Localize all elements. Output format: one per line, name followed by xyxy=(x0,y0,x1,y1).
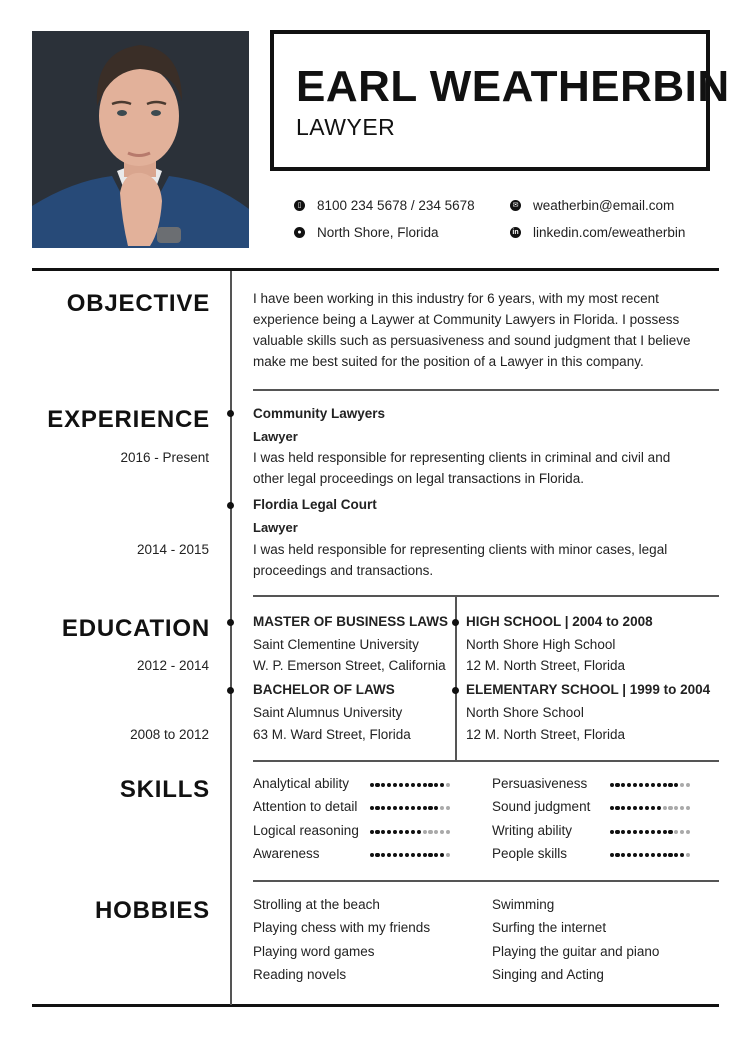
experience-desc: I was held responsible for representing clients in criminal and civil and xyxy=(253,450,671,465)
skill-row xyxy=(253,823,493,843)
top-divider xyxy=(32,268,719,271)
timeline-line xyxy=(230,271,232,1005)
phone-text: 8100 234 5678 / 234 5678 xyxy=(317,198,475,213)
experience-dates: 2014 - 2015 xyxy=(136,542,209,557)
education-degree: MASTER OF BUSINESS LAWS xyxy=(253,614,449,629)
skill-name: Writing ability xyxy=(492,822,573,838)
objective-divider xyxy=(253,389,719,391)
timeline-dot xyxy=(227,619,234,626)
hobby-item: Singing and Acting xyxy=(492,967,604,982)
timeline-dot xyxy=(452,687,459,694)
hobby-item: Swimming xyxy=(492,897,555,912)
hobby-item: Playing the guitar and piano xyxy=(492,944,660,959)
objective-text: I have been working in this industry for 6 years, with my most recent experience being a Laywer at Community Lawyers in Florida. I possess valuable skills such as persuasiveness and sound judgment that I believe make me best suited for the position of a Lawyer in this company. xyxy=(253,291,691,369)
contact-location xyxy=(294,225,439,240)
education-dates: 2012 - 2014 xyxy=(136,658,209,673)
experience-dates: 2016 - Present xyxy=(120,450,209,465)
hobby-item: Surfing the internet xyxy=(492,920,607,935)
skill-rating xyxy=(369,830,451,834)
bottom-divider xyxy=(32,1004,719,1007)
skill-row xyxy=(492,846,732,866)
experience-role: Lawyer xyxy=(253,520,298,535)
skill-name: Logical reasoning xyxy=(253,822,359,838)
experience-divider xyxy=(253,595,719,597)
education-degree: HIGH SCHOOL | 2004 to 2008 xyxy=(466,614,653,629)
hobby-item: Playing chess with my friends xyxy=(253,920,431,935)
education-school: Saint Clementine University xyxy=(253,637,419,652)
education-address: 12 M. North Street, Florida xyxy=(466,658,626,673)
email-link[interactable]: weatherbin@email.com xyxy=(533,198,675,213)
education-school: North Shore School xyxy=(466,705,584,720)
skill-row xyxy=(492,776,732,796)
education-degree: ELEMENTARY SCHOOL | 1999 to 2004 xyxy=(466,682,711,697)
skill-row xyxy=(253,846,493,866)
education-degree: BACHELOR OF LAWS xyxy=(253,682,395,697)
skills-heading: SKILLS xyxy=(119,776,210,803)
hobby-item: Reading novels xyxy=(253,967,347,982)
contact-linkedin[interactable] xyxy=(510,225,685,240)
candidate-name: EARL WEATHERBIN xyxy=(296,62,730,111)
skill-rating xyxy=(609,783,691,787)
skill-name: Persuasiveness xyxy=(492,776,588,791)
education-address: 12 M. North Street, Florida xyxy=(466,727,626,742)
skill-name: People skills xyxy=(492,845,568,861)
experience-role: Lawyer xyxy=(253,429,298,444)
profile-photo xyxy=(32,31,249,248)
timeline-dot xyxy=(227,410,234,417)
skill-rating xyxy=(609,853,691,857)
skill-name: Attention to detail xyxy=(253,799,358,815)
experience-desc: I was held responsible for representing clients with minor cases, legal xyxy=(253,542,668,557)
education-address: 63 M. Ward Street, Florida xyxy=(253,727,411,742)
location-icon: ● xyxy=(294,227,305,238)
contact-phone xyxy=(294,198,475,213)
job-title: LAWYER xyxy=(296,114,396,140)
education-school: Saint Alumnus University xyxy=(253,705,403,720)
experience-company: Community Lawyers xyxy=(253,406,386,421)
experience-desc: other legal proceedings on legal transactions in Florida. xyxy=(253,471,584,486)
objective-heading: OBJECTIVE xyxy=(66,290,210,317)
skill-rating xyxy=(369,783,451,787)
experience-company: Flordia Legal Court xyxy=(253,497,377,512)
timeline-dot xyxy=(227,502,234,509)
skill-name: Awareness xyxy=(253,845,320,861)
timeline-dot xyxy=(452,619,459,626)
experience-heading: EXPERIENCE xyxy=(47,406,210,433)
name-box xyxy=(270,30,730,171)
skill-name: Analytical ability xyxy=(253,776,350,791)
skill-rating xyxy=(609,830,691,834)
education-divider xyxy=(253,760,719,762)
experience-desc: proceedings and transactions. xyxy=(253,563,434,578)
education-address: W. P. Emerson Street, California xyxy=(253,658,446,673)
skill-name: Sound judgment xyxy=(492,799,591,815)
linkedin-link[interactable]: linkedin.com/eweatherbin xyxy=(533,225,686,240)
phone-icon: ▯ xyxy=(294,200,305,211)
hobbies-heading: HOBBIES xyxy=(95,897,210,924)
education-dates: 2008 to 2012 xyxy=(130,727,209,742)
skill-row xyxy=(492,823,732,843)
portrait-image xyxy=(32,31,249,248)
education-heading: EDUCATION xyxy=(61,615,210,642)
skills-divider xyxy=(253,880,719,882)
location-text: North Shore, Florida xyxy=(317,225,439,240)
hobby-item: Strolling at the beach xyxy=(253,897,380,912)
skill-rating xyxy=(369,806,451,810)
skill-rating xyxy=(609,806,691,810)
linkedin-icon: in xyxy=(510,227,521,238)
contact-email[interactable] xyxy=(510,198,674,213)
skill-rating xyxy=(369,853,451,857)
skill-row xyxy=(492,799,732,819)
hobby-item: Playing word games xyxy=(253,944,375,959)
email-icon: ✉ xyxy=(510,200,521,211)
timeline-dot xyxy=(227,687,234,694)
skill-row xyxy=(253,799,493,819)
skill-row xyxy=(253,776,493,796)
education-school: North Shore High School xyxy=(466,637,616,652)
